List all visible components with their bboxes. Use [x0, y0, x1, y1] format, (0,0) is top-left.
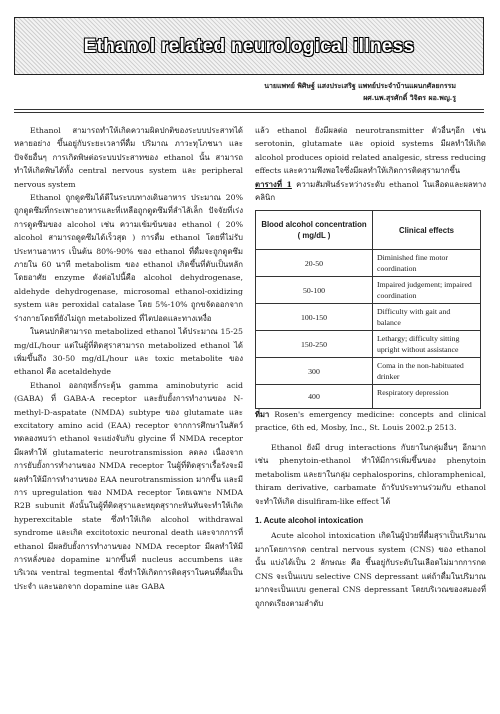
body-paragraph: แล้ว ethanol ยังมีผลต่อ neurotransmitter ตัวอื่นๆอีก เช่น serotonin, glutamate และ opioid systems มีผลทำให้เกิด alcohol produces opioid related analgesic, stress reducing effects และความพึงพอใจซึ่งมีผลทำให้เกิดการติดสุรามากขึ้น [255, 126, 486, 176]
effect-cell: Lethargy; difficulty sitting upright without assistance [373, 331, 481, 358]
alcohol-effects-table [255, 210, 481, 409]
article-title: Ethanol related neurological illness [83, 36, 415, 57]
column-header: Blood alcohol concentration ( mg/dL ) [256, 211, 373, 250]
effect-cell: Diminished fine motor coordination [373, 250, 481, 277]
effect-cell: Respiratory depression [373, 385, 481, 409]
table-row [256, 385, 481, 409]
effect-cell: Coma in the non-habituated drinker [373, 358, 481, 385]
body-paragraph: Ethanol สามารถทำให้เกิดความผิดปกติของระบบประสาทได้หลายอย่าง ขึ้นอยู่กับระยะเวลาที่ดื่ม ปริมาณ ภาวะทุโภชนา และปัจจัยอื่นๆ การเกิดพิษต่อระบบประสาทของ ethanol นั้น สามารถทำให้เกิดพิษได้ทั้ง central nervous system และ peripheral nervous system [14, 126, 243, 189]
header-divider [14, 112, 484, 113]
body-paragraph: Ethanol ยังมี drug interactions กับยาในกลุ่มอื่นๆ อีกมาก เช่น phenytoin-ethanol ทำให้มีการเพิ่มขึ้นของ phenytoin metabolism และยาในกลุ่ม cephalosporins, chloramphenical, thiram derivative, carbamate ถ้ารับประทานร่วมกับ ethanol จะทำให้เกิด disulfiram-like effect ได้ [255, 443, 486, 506]
right-column [255, 124, 486, 610]
table-caption-text: ความสัมพันธ์ระหว่างระดับ ethanol ในเลือดและผลทางคลินิก [255, 179, 487, 203]
header-divider [14, 109, 484, 110]
body-paragraph: Acute alcohol intoxication เกิดในผู้ป่วยที่ดื่มสุราเป็นปริมาณมากโดยการกด central nervous system (CNS) ของ ethanol นั้น แบ่งได้เป็น 2 ลักษณะ คือ ขึ้นอยู่กับระดับในเลือดไม่มากการกด CNS จะเป็นแบบ selective CNS depressant แต่ถ้าดื่มในปริมาณมากจะเป็นแบบ general CNS depressant โดยบริเวณของสมองที่ถูกกดเรียงตามลำดับ [255, 531, 486, 608]
table-header-row [256, 211, 481, 250]
author-line: นายแพทย์ พิศิษฐ์ แสงประเสริฐ แพทย์ประจำบ้านแผนกศัลยกรรม [264, 81, 456, 90]
author-block [226, 80, 456, 104]
body-paragraph: ในคนปกติสามารถ metabolized ethanol ได้ประมาณ 15-25 mg/dL/hour แต่ในผู้ที่ติดสุราสามารถ metabolized ethanol ได้เพิ่มขึ้นถึง 30-50 mg/dL/hour และ toxic metabolite ของ ethanol คือ acetaldehyde [14, 327, 243, 377]
concentration-cell: 300 [256, 358, 373, 385]
table-row [256, 250, 481, 277]
table-source [255, 409, 486, 435]
table-row [256, 277, 481, 304]
left-column [14, 124, 243, 593]
body-paragraph: Ethanol ออกฤทธิ์กระตุ้น gamma aminobutyric acid (GABA) ที่ GABA-A receptor และยับยั้งการทำงานของ N-methyl-D-aspatate (NMDA) subtype ของ glutamate และ excitatory amino acid (EAA) receptor จากการศึกษาในสัตว์ทดลองพบว่า ethanol จะแย่งจับกับ glycine ที่ NMDA receptor มีผลทำให้ glutamateric neurotransmission ลดลง เนื่องจากการยับยั้งการทำงานของ NMDA receptor ในผู้ที่ติดสุราเรื้อรังจะมีผลทำให้มีการทำงานของ EAA neurotransmission มากขึ้น และมีการ upregulation ของ NMDA receptor โดยเฉพาะ NMDA R2B subunit ดังนั้นในผู้ที่ติดสุราและหยุดสุรากะทันหันจะทำให้เกิด hyperexcitable state ซึ่งทำให้เกิด alcohol withdrawal syndrome และเกิด excitotoxic neuronal death และจากการที่ ethanol มีผลยับยั้งการทำงานของ NMDA receptor มีผลทำให้มีการหลั่งของ dopamine มากขึ้นที่ nucleus accumbens และบริเวณ ventral tegmental ซึ่งทำให้เกิดการติดสุราในคนที่ดื่มเป็นประจำ และนอกจาก dopamine และ GABA [14, 380, 243, 591]
concentration-cell: 150-250 [256, 331, 373, 358]
effect-cell: Difficulty with gait and balance [373, 304, 481, 331]
title-banner [14, 17, 484, 75]
table-row [256, 304, 481, 331]
table-caption [255, 178, 486, 205]
column-header: Clinical effects [373, 211, 481, 250]
author-line: ผศ.นพ.สุรศักดิ์ วิจิตร ผอ.พญ.รู [363, 93, 456, 102]
concentration-cell: 100-150 [256, 304, 373, 331]
source-text: Rosen's emergency medicine: concepts and clinical practice, 6th ed, Mosby, Inc., St. Louis 2002.p 2513. [255, 410, 486, 433]
table-label: ตารางที่ 1 [255, 179, 292, 189]
table-row [256, 331, 481, 358]
table-row [256, 358, 481, 385]
body-paragraph: Ethanol ถูกดูดซึมได้ดีในระบบทางเดินอาหาร ประมาณ 20% ถูกดูดซึมที่กระเพาะอาหารและที่เหลือถูกดูดซึมที่ลำไส้เล็ก ปัจจัยที่เร่งการดูดซึมของ alcohol เช่น ความเข้มข้นของ ethanol ( 20% alcohol สามารถดูดซึมได้เร็วสุด ) การดื่ม ethanol โดยที่ไม่รับประทานอาหาร เป็นต้น 80%-90% ของ ethanol ที่ดื่มจะถูกดูดซึมภายใน 60 นาที metabolism ของ ethanol เกิดขึ้นที่ตับเป็นหลักโดยอาศัย enzyme ดังต่อไปนี้คือ alcohol dehydrogenase, aldehyde dehydrogenase, microsomal ethanol-oxidizing system และ peroxidal catalase โดย 5%-10% ถูกขจัดออกจากร่างกายโดยที่ยังไม่ถูก metabolized ที่ไตปอดและทางเหงื่อ [14, 193, 243, 323]
effect-cell: Impaired judgement; impaired coordination [373, 277, 481, 304]
concentration-cell: 50-100 [256, 277, 373, 304]
concentration-cell: 400 [256, 385, 373, 409]
source-label: ที่มา [255, 410, 270, 420]
section-heading: 1. Acute alcohol intoxication [255, 516, 364, 526]
concentration-cell: 20-50 [256, 250, 373, 277]
